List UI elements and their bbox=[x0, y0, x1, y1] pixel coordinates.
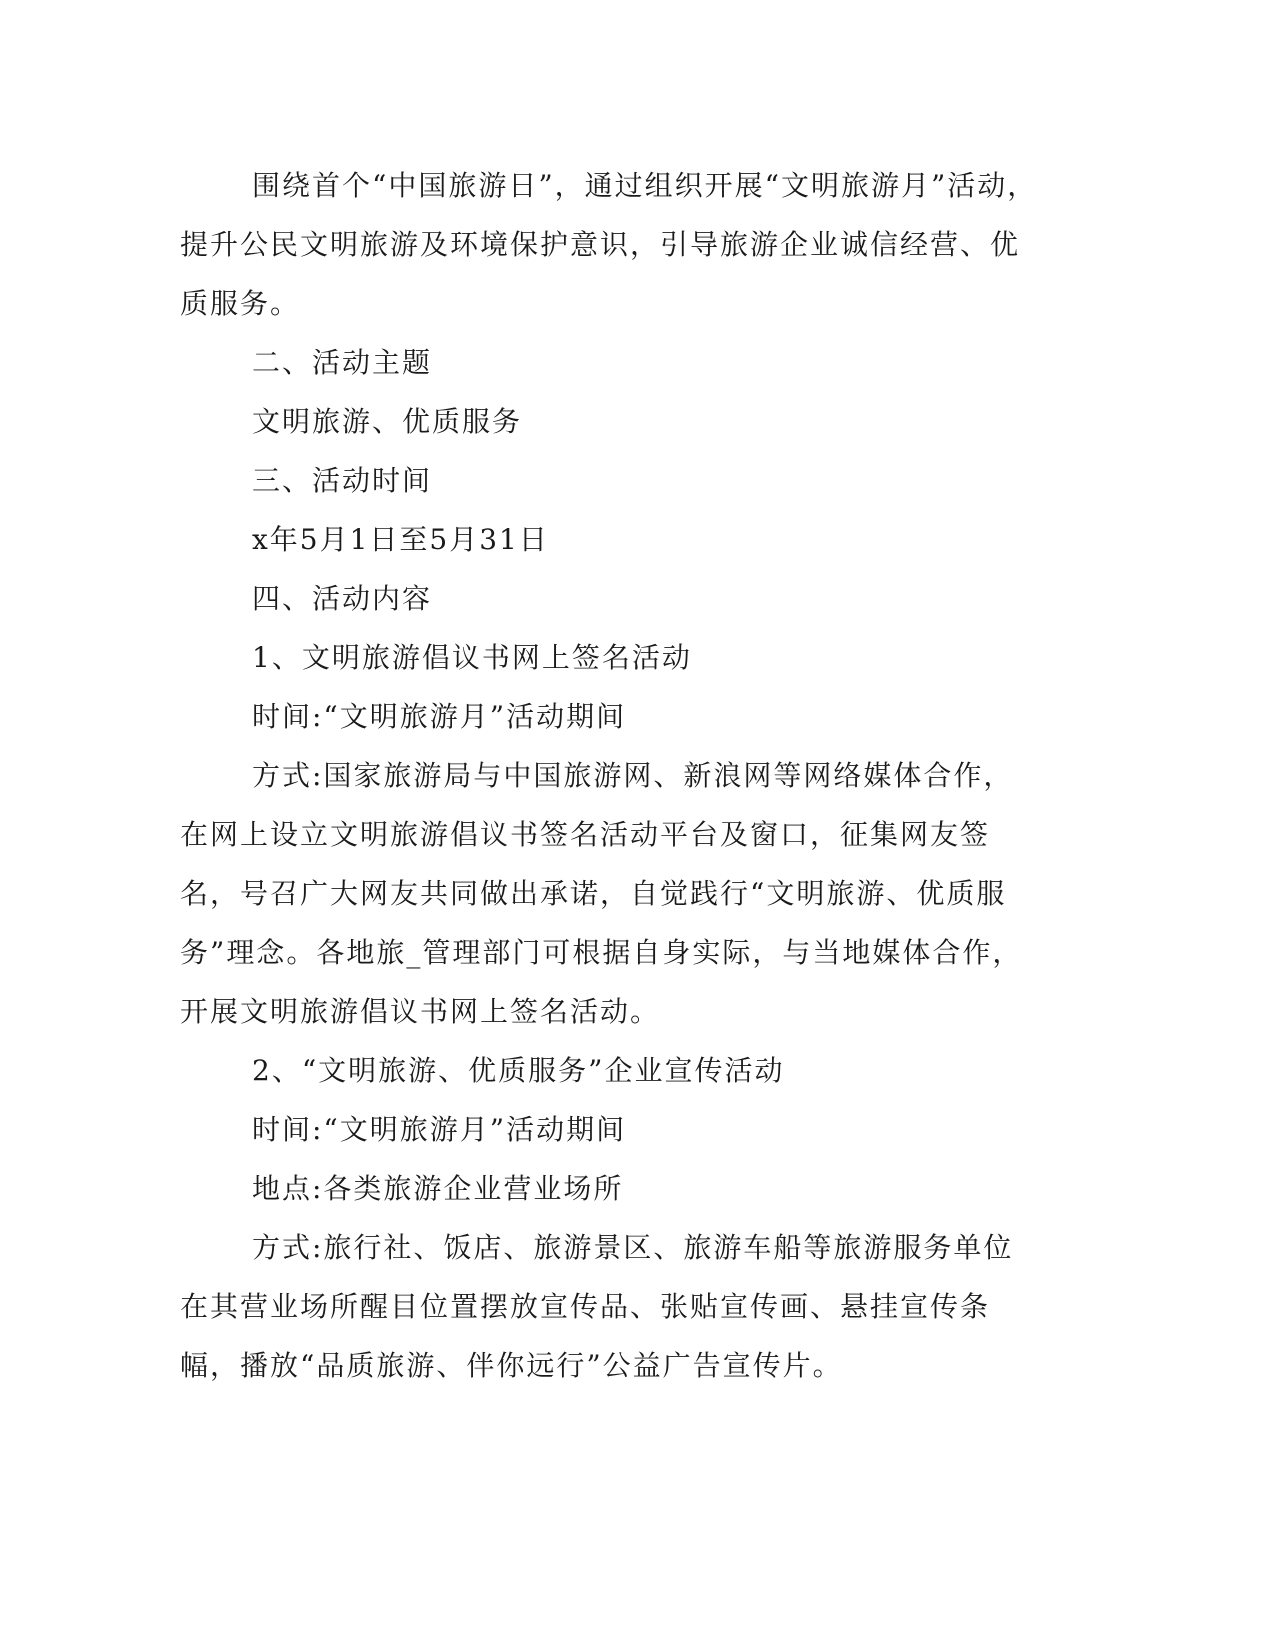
paragraph-promotion-location: 地点:各类旅游企业营业场所 bbox=[252, 1172, 624, 1205]
paragraph-intro: 围绕首个“中国旅游日”，通过组织开展“文明旅游月”活动，提升公民文明旅游及环境保护意识，引导旅游企业诚信经营、优质服务。 bbox=[180, 169, 1038, 320]
paragraph-signature-method: 方式:国家旅游局与中国旅游网、新浪网等网络媒体合作，在网上设立文明旅游倡议书签名活动平台及窗口，征集网友签名，号召广大网友共同做出承诺，自觉践行“文明旅游、优质服务”理念。各地旅_管理部门可根据自身实际，与当地媒体合作，开展文明旅游倡议书网上签名活动。 bbox=[180, 759, 1023, 1028]
subheading-enterprise-promotion: 2、“文明旅游、优质服务”企业宣传活动 bbox=[252, 1054, 785, 1087]
paragraph-signature-time: 时间:“文明旅游月”活动期间 bbox=[252, 700, 627, 733]
paragraph-theme: 文明旅游、优质服务 bbox=[252, 405, 523, 438]
heading-activity-content: 四、活动内容 bbox=[252, 582, 433, 615]
heading-activity-time: 三、活动时间 bbox=[252, 464, 433, 497]
paragraph-promotion-time: 时间:“文明旅游月”活动期间 bbox=[252, 1113, 627, 1146]
paragraph-promotion-method: 方式:旅行社、饭店、旅游景区、旅游车船等旅游服务单位在其营业场所醒目位置摆放宣传品、张贴宣传画、悬挂宣传条幅，播放“品质旅游、伴你远行”公益广告宣传片。 bbox=[180, 1231, 1014, 1382]
document-body bbox=[180, 156, 1040, 1395]
paragraph-time: x年5月1日至5月31日 bbox=[252, 523, 549, 556]
heading-activity-theme: 二、活动主题 bbox=[252, 346, 433, 379]
subheading-online-signature: 1、文明旅游倡议书网上签名活动 bbox=[252, 641, 692, 674]
